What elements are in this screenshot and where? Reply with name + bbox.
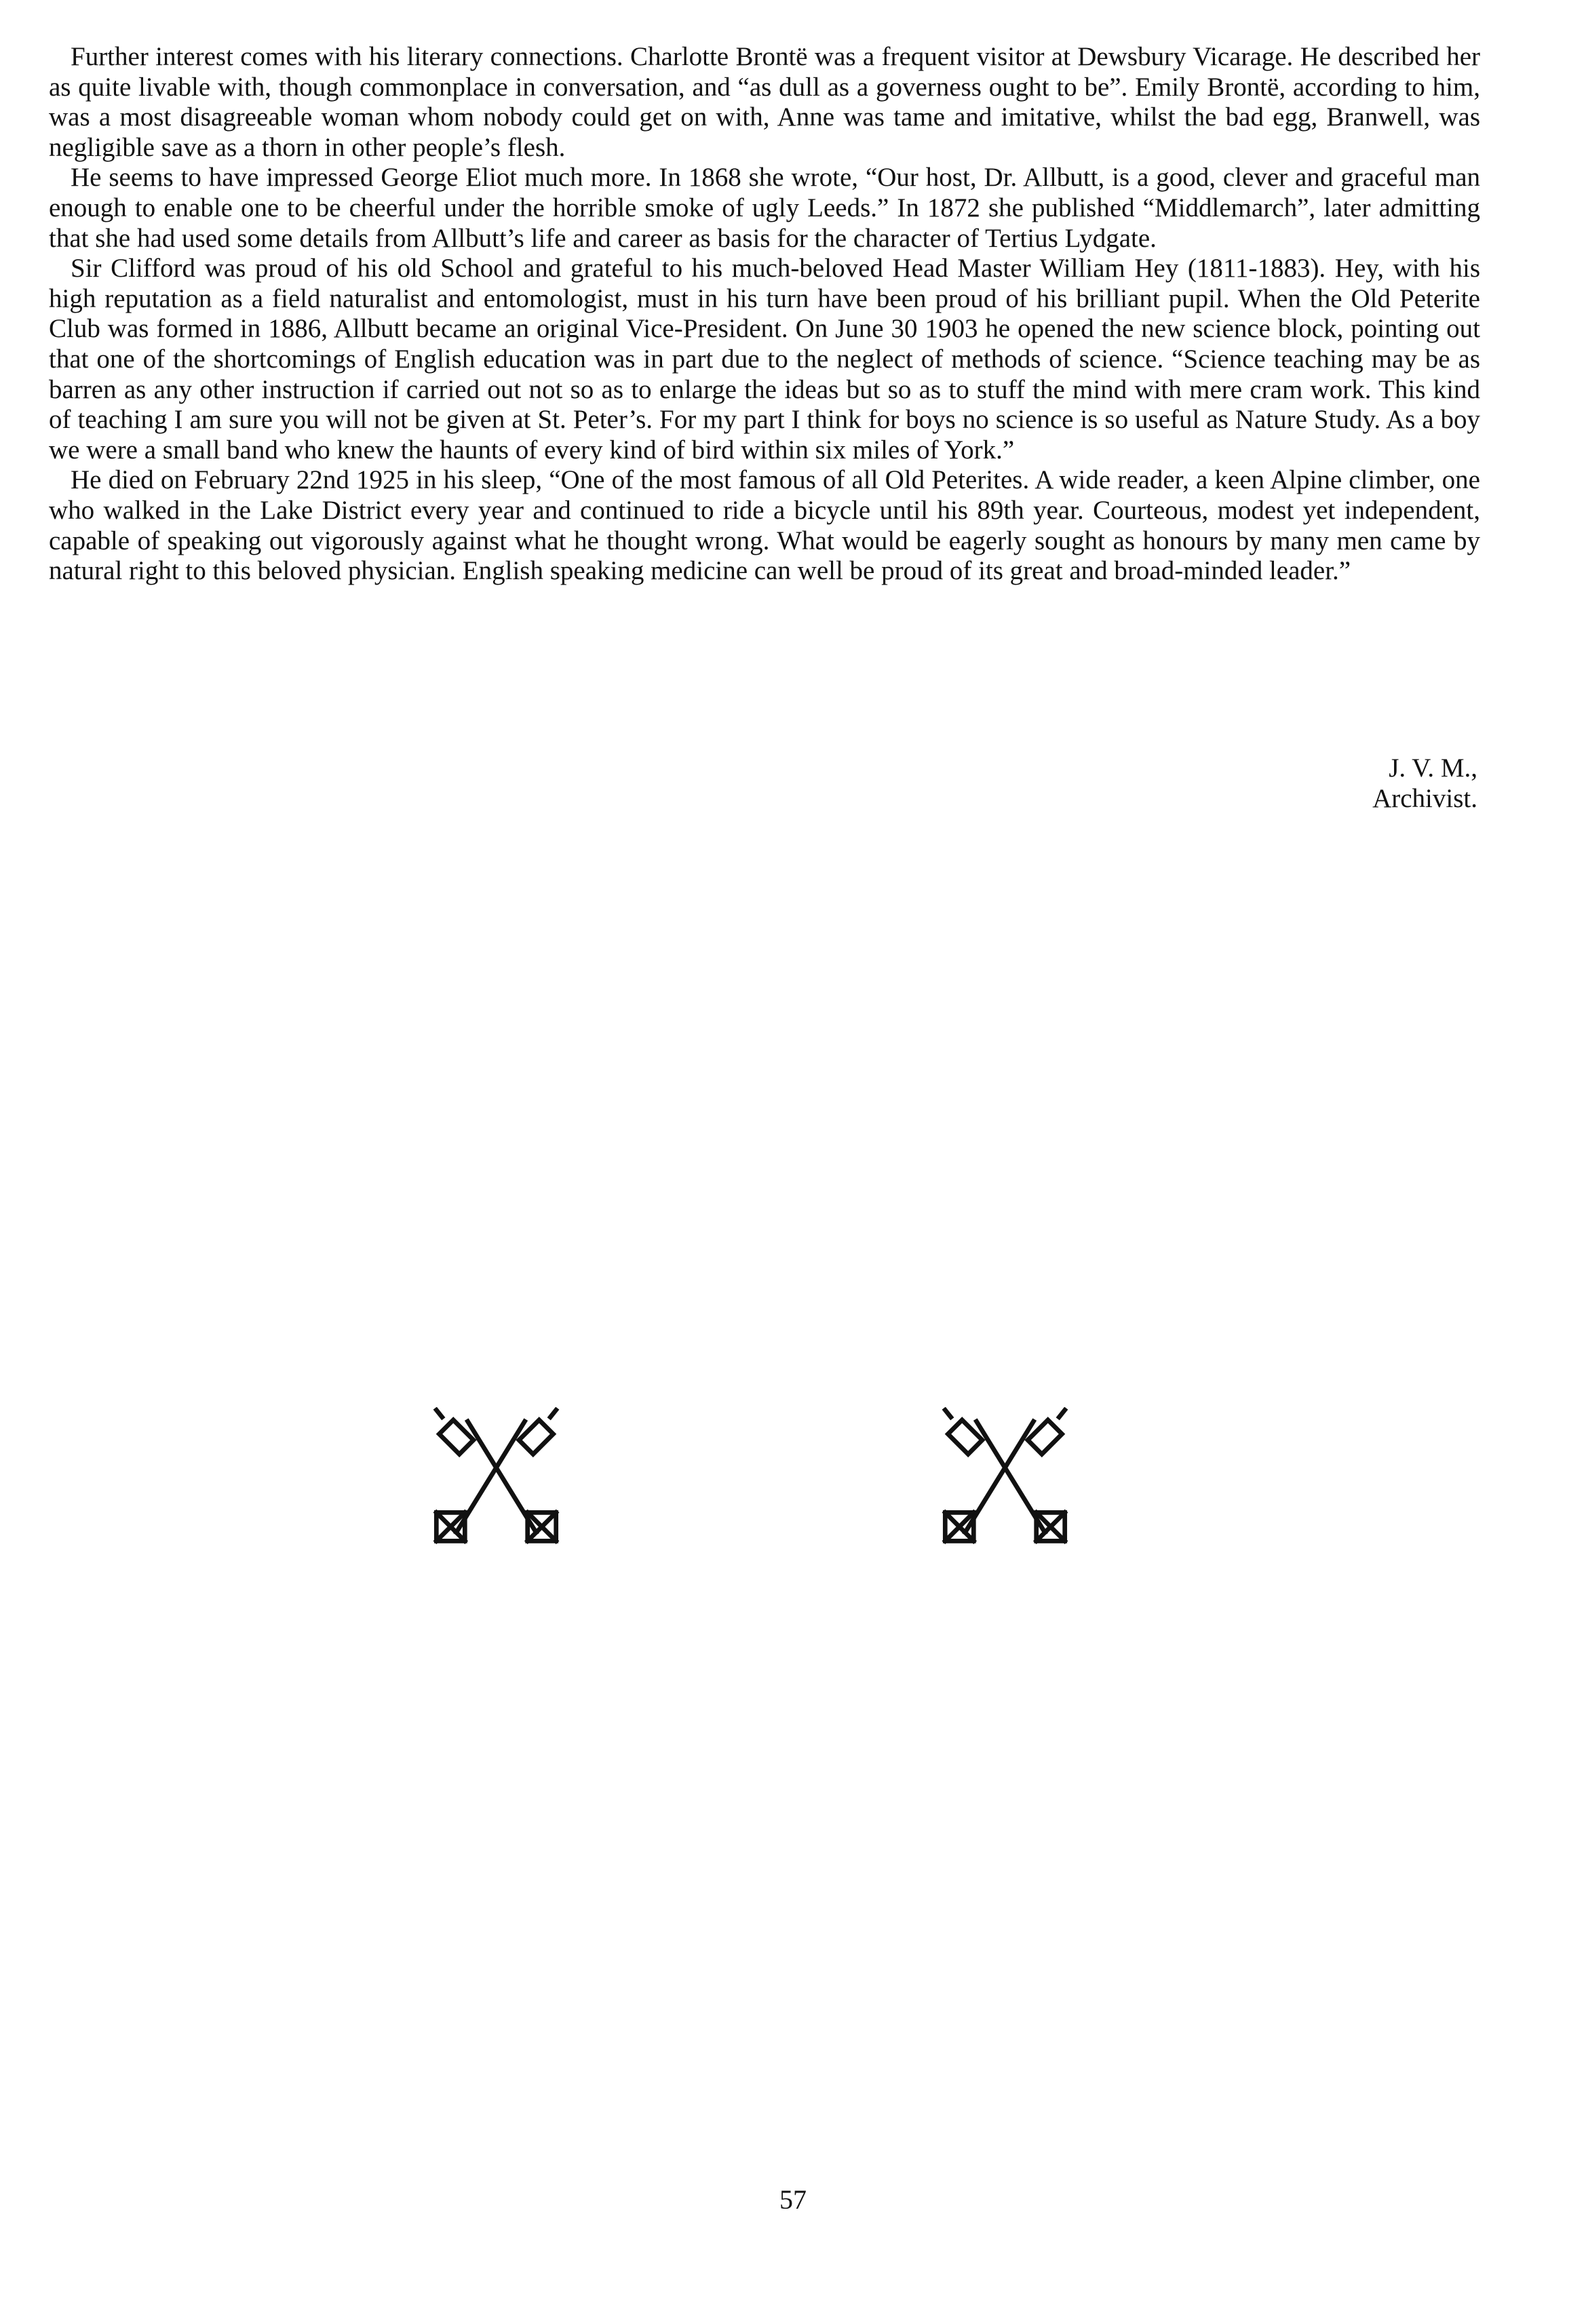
paragraph-death: He died on February 22nd 1925 in his sleep, “One of the most famous of all Old Peterites. A wide reader, a keen Alpine climber, one who walked in the Lake District every year and continued to ride a bicycle until his 89th year. Courteous, modest yet independent, capable of speaking out vigorously against what he thought wrong. What would be eagerly sought as honours by many men came by natural right to this beloved physician. English speaking medicine can well be proud of its great and broad-minded leader.” [49, 465, 1480, 586]
paragraph-george-eliot: He seems to have impressed George Eliot much more. In 1868 she wrote, “Our host, Dr. Allbutt, is a good, clever and graceful man enough to enable one to be cheerful under the horrible smoke of ugly Leeds.” In 1872 she published “Middlemarch”, later admitting that she had used some details from Allbutt’s life and career as basis for the character of Tertius Lydgate. [49, 163, 1480, 253]
page-number: 57 [779, 2184, 807, 2215]
article-body [49, 42, 1480, 587]
paragraph-old-school: Sir Clifford was proud of his old School and grateful to his much-beloved Head Master William Hey (1811-1883). Hey, with his high reputation as a field naturalist and entomologist, must in his turn have been proud of his brilliant pupil. When the Old Peterite Club was formed in 1886, Allbutt became an original Vice-President. On June 30 1903 he opened the new science block, pointing out that one of the shortcomings of English education was in part due to the neglect of methods of science. “Science teaching may be as barren as any other instruction if carried out not so as to enlarge the ideas but so as to stuff the mind with mere cram work. This kind of teaching I am sure you will not be given at St. Peter’s. For my part I think for boys no science is so useful as Nature Study. As a boy we were a small band who knew the haunts of every kind of bird within six miles of York.” [49, 254, 1480, 465]
signature-title: Archivist. [1372, 784, 1477, 813]
crossed-keys-icon [932, 1407, 1078, 1550]
crossed-keys-icon [423, 1407, 569, 1550]
paragraph-literary-connections: Further interest comes with his literary connections. Charlotte Brontë was a frequent visitor at Dewsbury Vicarage. He described her as quite livable with, though commonplace in conversation, and “as dull as a governess ought to be”. Emily Brontë, according to him, was a most disagreeable woman whom nobody could get on with, Anne was tame and imitative, whilst the bad egg, Branwell, was negligible save as a thorn in other people’s flesh. [49, 42, 1480, 162]
signature-initials: J. V. M., [1389, 753, 1477, 783]
signature-block [1138, 753, 1477, 814]
